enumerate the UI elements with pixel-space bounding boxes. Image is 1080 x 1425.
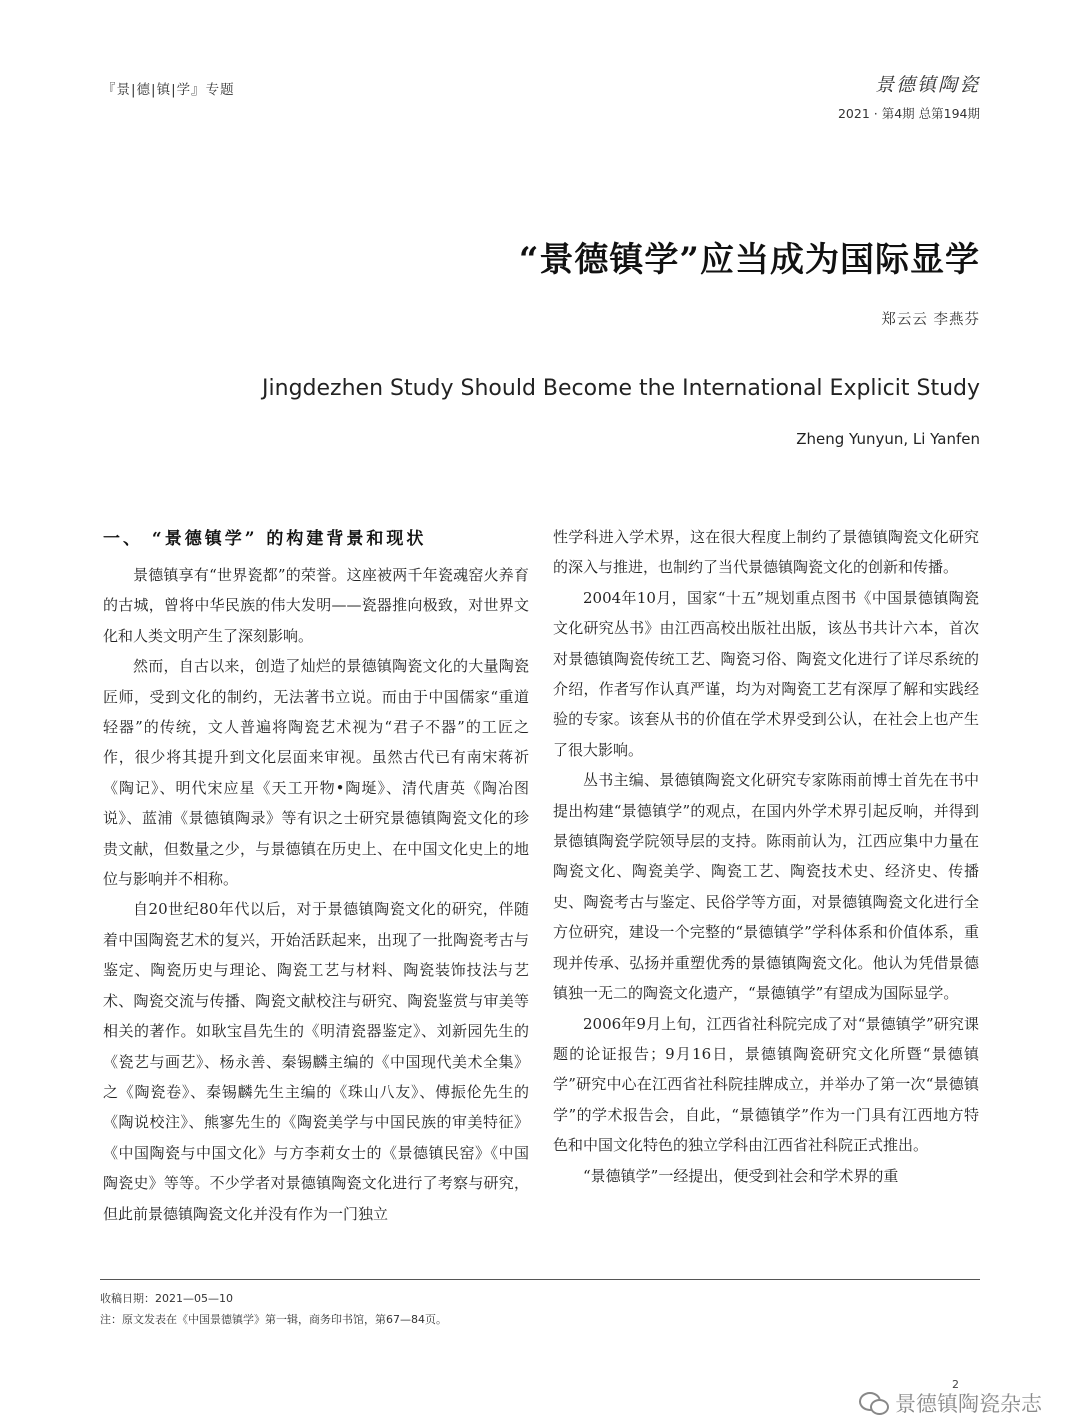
left-column <box>103 522 529 1229</box>
authors-en: Zheng Yunyun, Li Yanfen <box>796 430 980 448</box>
paragraph: 自20世纪80年代以后，对于景德镇陶瓷文化的研究，伴随着中国陶瓷艺术的复兴，开始活跃起来，出现了一批陶瓷考古与鉴定、陶瓷历史与理论、陶瓷工艺与材料、陶瓷装饰技法与艺术、陶瓷交流与传播、陶瓷文献校注与研究、陶瓷鉴赏与审美等相关的著作。如耿宝昌先生的《明清瓷器鉴定》、刘新园先生的《瓷艺与画艺》、杨永善、秦锡麟主编的《中国现代美术全集》之《陶瓷卷》、秦锡麟先生主编的《珠山八友》、傅振伦先生的《陶说校注》、熊寥先生的《陶瓷美学与中国民族的审美特征》《中国陶瓷与中国文化》与方李莉女士的《景德镇民窑》《中国陶瓷史》等等。不少学者对景德镇陶瓷文化进行了考察与研究，但此前景德镇陶瓷文化并没有作为一门独立 <box>103 900 529 1223</box>
journal-logo: 景德镇陶瓷 <box>874 74 980 96</box>
wechat-icon <box>859 1392 889 1414</box>
paragraph: 2004年10月，国家“十五”规划重点图书《中国景德镇陶瓷文化研究丛书》由江西高校出版社出版，该丛书共计六本，首次对景德镇陶瓷传统工艺、陶瓷习俗、陶瓷文化进行了详尽系统的介绍，作者写作认真严谨，均为对陶瓷工艺有深厚了解和实践经验的专家。该套从书的价值在学术界受到公认，在社会上也产生了很大影响。 <box>553 588 979 759</box>
watermark-label: 景德镇陶瓷杂志 <box>895 1392 1042 1416</box>
page-number: 2 <box>952 1378 959 1391</box>
article-title-en: Jingdezhen Study Should Become the International Explicit Study <box>262 376 980 401</box>
right-column <box>553 522 979 1191</box>
source-note: 注：原文发表在《中国景德镇学》第一辑，商务印书馆，第67—84页。 <box>100 1313 447 1326</box>
footnote-divider <box>100 1279 980 1280</box>
paragraph: 丛书主编、景德镇陶瓷文化研究专家陈雨前博士首先在书中提出构建“景德镇学”的观点，在国内外学术界引起反响，并得到景德镇陶瓷学院领导层的支持。陈雨前认为，江西应集中力量在陶瓷文化、陶瓷美学、陶瓷工艺、陶瓷技术史、经济史、传播史、陶瓷考古与鉴定、民俗学等方面，对景德镇陶瓷文化进行全方位研究，建设一个完整的“景德镇学”学科体系和价值体系，重现并传承、弘扬并重塑优秀的景德镇陶瓷文化。他认为凭借景德镇独一无二的陶瓷文化遗产，“景德镇学”有望成为国际显学。 <box>553 771 979 1003</box>
section-heading: 一、 “景德镇学” 的构建背景和现状 <box>103 529 427 549</box>
issue-number: 2021 · 第4期 总第194期 <box>837 106 980 121</box>
paragraph: 然而，自古以来，创造了灿烂的景德镇陶瓷文化的大量陶瓷匠师，受到文化的制约，无法著书立说。而由于中国儒家“重道轻器”的传统，文人普遍将陶瓷艺术视为“君子不器”的工匠之作，很少将其提升到文化层面来审视。虽然古代已有南宋蒋祈《陶记》、明代宋应星《天工开物•陶埏》、清代唐英《陶冶图说》、蓝浦《景德镇陶录》等有识之士研究景德镇陶瓷文化的珍贵文献，但数量之少，与景德镇在历史上、在中国文化史上的地位与影响并不相称。 <box>103 657 529 889</box>
column-tag: 『景|德|镇|学』专题 <box>102 82 235 98</box>
paragraph: 景德镇享有“世界瓷都”的荣誉。这座被两千年瓷魂窑火养育的古城，曾将中华民族的伟大发明——瓷器推向极致，对世界文化和人类文明产生了深刻影响。 <box>103 566 529 645</box>
paragraph: 2006年9月上旬，江西省社科院完成了对“景德镇学”研究课题的论证报告；9月16日，景德镇陶瓷研究文化所暨“景德镇学”研究中心在江西省社科院挂牌成立，并举办了第一次“景德镇学”的学术报告会，自此，“景德镇学”作为一门具有江西地方特色和中国文化特色的独立学科由江西省社科院正式推出。 <box>553 1014 979 1155</box>
wechat-watermark <box>859 1388 1042 1418</box>
paragraph: “景德镇学”一经提出，便受到社会和学术界的重 <box>583 1166 899 1185</box>
paragraph-continuation: 性学科进入学术界，这在很大程度上制约了景德镇陶瓷文化研究的深入与推进，也制约了当代景德镇陶瓷文化的创新和传播。 <box>553 528 979 577</box>
received-date: 收稿日期：2021—05—10 <box>100 1292 233 1305</box>
authors-zh: 郑云云 李燕芬 <box>881 312 980 328</box>
article-title-zh: “景德镇学”应当成为国际显学 <box>518 240 980 280</box>
